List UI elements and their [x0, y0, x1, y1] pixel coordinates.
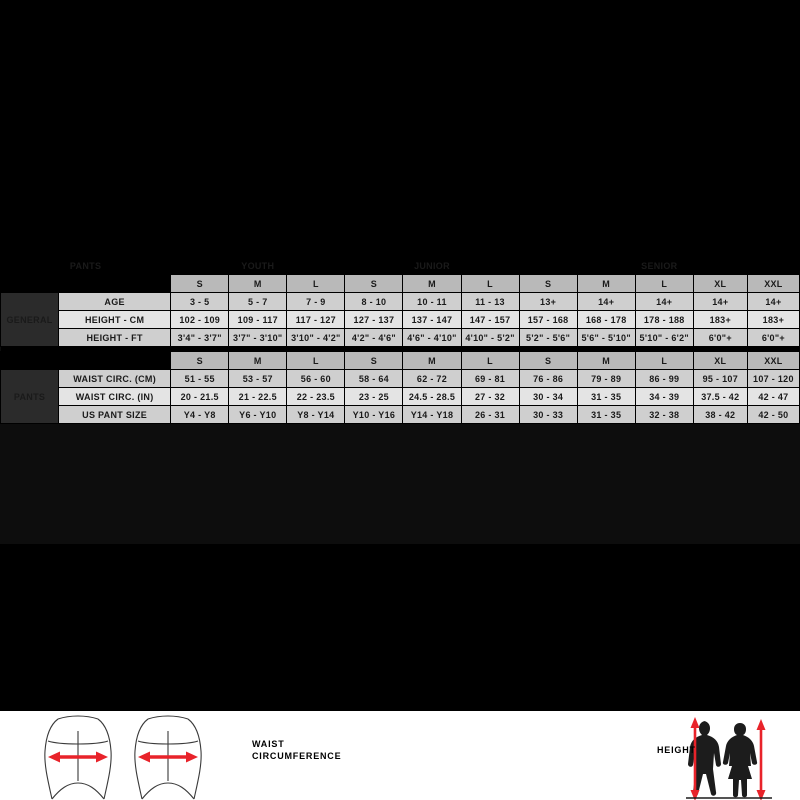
- cell-height-cm-2: 117 - 127: [287, 311, 345, 329]
- cell-height-cm-0: 102 - 109: [171, 311, 229, 329]
- size2-senior-xxl: XXL: [747, 352, 799, 370]
- cell-us-size-10: 42 - 50: [747, 406, 799, 424]
- size2-youth-m: M: [229, 352, 287, 370]
- cell-height-cm-8: 178 - 188: [635, 311, 693, 329]
- size2-senior-l: L: [635, 352, 693, 370]
- waist-circumference-label: [252, 738, 341, 762]
- cell-age-4: 10 - 11: [403, 293, 461, 311]
- size2-senior-s: S: [519, 352, 577, 370]
- cell-waist-cm-5: 69 - 81: [461, 370, 519, 388]
- group-header-youth: YOUTH: [171, 257, 345, 275]
- cell-waist-in-7: 31 - 35: [577, 388, 635, 406]
- size2-senior-xl: XL: [693, 352, 747, 370]
- cell-height-ft-10: 6'0"+: [747, 329, 799, 347]
- cell-waist-in-10: 42 - 47: [747, 388, 799, 406]
- table-row: [1, 406, 800, 424]
- cell-us-size-8: 32 - 38: [635, 406, 693, 424]
- cell-waist-cm-4: 62 - 72: [403, 370, 461, 388]
- cell-waist-cm-1: 53 - 57: [229, 370, 287, 388]
- cell-waist-cm-3: 58 - 64: [345, 370, 403, 388]
- cell-us-size-1: Y6 - Y10: [229, 406, 287, 424]
- table-row: [1, 388, 800, 406]
- table-row: [1, 329, 800, 347]
- cell-age-6: 13+: [519, 293, 577, 311]
- row-label-waist-in: WAIST CIRC. (IN): [59, 388, 171, 406]
- size-youth-s: S: [171, 275, 229, 293]
- cell-waist-in-9: 37.5 - 42: [693, 388, 747, 406]
- cell-age-10: 14+: [747, 293, 799, 311]
- section-label-pants: PANTS: [1, 370, 59, 424]
- cell-age-3: 8 - 10: [345, 293, 403, 311]
- cell-height-ft-6: 5'2" - 5'6": [519, 329, 577, 347]
- size-chart-container: [0, 256, 800, 761]
- size-chart-table: [0, 256, 800, 424]
- cell-waist-in-3: 23 - 25: [345, 388, 403, 406]
- table-header-row: [1, 257, 800, 275]
- cell-height-ft-8: 5'10" - 6'2": [635, 329, 693, 347]
- waist-label-line2: CIRCUMFERENCE: [252, 751, 342, 761]
- cell-height-ft-4: 4'6" - 4'10": [403, 329, 461, 347]
- cell-height-ft-5: 4'10" - 5'2": [461, 329, 519, 347]
- cell-waist-in-0: 20 - 21.5: [171, 388, 229, 406]
- cell-height-cm-7: 168 - 178: [577, 311, 635, 329]
- cell-us-size-5: 26 - 31: [461, 406, 519, 424]
- cell-height-ft-2: 3'10" - 4'2": [287, 329, 345, 347]
- height-arrow-female-icon: [757, 719, 766, 800]
- size2-junior-s: S: [345, 352, 403, 370]
- cell-waist-in-8: 34 - 39: [635, 388, 693, 406]
- cell-height-ft-7: 5'6" - 5'10": [577, 329, 635, 347]
- table-row: [1, 370, 800, 388]
- cell-age-0: 3 - 5: [171, 293, 229, 311]
- cell-height-cm-1: 109 - 117: [229, 311, 287, 329]
- row-label-height-cm: HEIGHT - CM: [59, 311, 171, 329]
- height-label: HEIGHT: [657, 745, 696, 755]
- cell-waist-in-1: 21 - 22.5: [229, 388, 287, 406]
- size-junior-s: S: [345, 275, 403, 293]
- group-header-senior: SENIOR: [519, 257, 799, 275]
- size-row-spacer: [1, 275, 171, 293]
- size2-junior-m: M: [403, 352, 461, 370]
- size2-youth-l: L: [287, 352, 345, 370]
- group-header-junior: JUNIOR: [345, 257, 519, 275]
- cell-height-cm-9: 183+: [693, 311, 747, 329]
- cell-us-size-2: Y8 - Y14: [287, 406, 345, 424]
- cell-age-8: 14+: [635, 293, 693, 311]
- size2-junior-l: L: [461, 352, 519, 370]
- cell-age-2: 7 - 9: [287, 293, 345, 311]
- cell-height-cm-5: 147 - 157: [461, 311, 519, 329]
- size-youth-m: M: [229, 275, 287, 293]
- cell-age-5: 11 - 13: [461, 293, 519, 311]
- cell-waist-cm-7: 79 - 89: [577, 370, 635, 388]
- size-senior-l: L: [635, 275, 693, 293]
- cell-height-cm-10: 183+: [747, 311, 799, 329]
- size2-youth-s: S: [171, 352, 229, 370]
- cell-waist-cm-9: 95 - 107: [693, 370, 747, 388]
- cell-age-9: 14+: [693, 293, 747, 311]
- size-senior-xl: XL: [693, 275, 747, 293]
- cell-height-ft-0: 3'4" - 3'7": [171, 329, 229, 347]
- cell-us-size-0: Y4 - Y8: [171, 406, 229, 424]
- chart-title: PANTS: [1, 257, 171, 275]
- cell-height-ft-3: 4'2" - 4'6": [345, 329, 403, 347]
- cell-waist-cm-8: 86 - 99: [635, 370, 693, 388]
- size-youth-l: L: [287, 275, 345, 293]
- cell-us-size-9: 38 - 42: [693, 406, 747, 424]
- cell-us-size-7: 31 - 35: [577, 406, 635, 424]
- cell-us-size-6: 30 - 33: [519, 406, 577, 424]
- cell-height-cm-6: 157 - 168: [519, 311, 577, 329]
- size-row-spacer-2: [1, 352, 171, 370]
- section-label-general: GENERAL: [1, 293, 59, 347]
- row-label-waist-cm: WAIST CIRC. (CM): [59, 370, 171, 388]
- size-senior-s: S: [519, 275, 577, 293]
- cell-us-size-4: Y14 - Y18: [403, 406, 461, 424]
- cell-us-size-3: Y10 - Y16: [345, 406, 403, 424]
- waist-label-line1: WAIST: [252, 739, 285, 749]
- cell-height-ft-1: 3'7" - 3'10": [229, 329, 287, 347]
- cell-height-cm-3: 127 - 137: [345, 311, 403, 329]
- size2-senior-m: M: [577, 352, 635, 370]
- size-letters-row-pants: [1, 352, 800, 370]
- size-senior-xxl: XXL: [747, 275, 799, 293]
- size-junior-m: M: [403, 275, 461, 293]
- measurement-illustration-strip: [0, 711, 800, 800]
- female-silhouette-icon: [723, 723, 757, 797]
- cell-age-1: 5 - 7: [229, 293, 287, 311]
- cell-waist-cm-2: 56 - 60: [287, 370, 345, 388]
- cell-waist-cm-10: 107 - 120: [747, 370, 799, 388]
- cell-height-ft-9: 6'0"+: [693, 329, 747, 347]
- cell-height-cm-4: 137 - 147: [403, 311, 461, 329]
- cell-waist-cm-0: 51 - 55: [171, 370, 229, 388]
- cell-waist-cm-6: 76 - 86: [519, 370, 577, 388]
- table-row: [1, 311, 800, 329]
- size-junior-l: L: [461, 275, 519, 293]
- table-row: [1, 293, 800, 311]
- cell-waist-in-5: 27 - 32: [461, 388, 519, 406]
- size-senior-m: M: [577, 275, 635, 293]
- cell-age-7: 14+: [577, 293, 635, 311]
- row-label-height-ft: HEIGHT - FT: [59, 329, 171, 347]
- row-label-us-pant-size: US PANT SIZE: [59, 406, 171, 424]
- cell-waist-in-6: 30 - 34: [519, 388, 577, 406]
- row-label-age: AGE: [59, 293, 171, 311]
- size-letters-row-general: [1, 275, 800, 293]
- male-silhouette-icon: [688, 721, 721, 796]
- cell-waist-in-4: 24.5 - 28.5: [403, 388, 461, 406]
- cell-waist-in-2: 22 - 23.5: [287, 388, 345, 406]
